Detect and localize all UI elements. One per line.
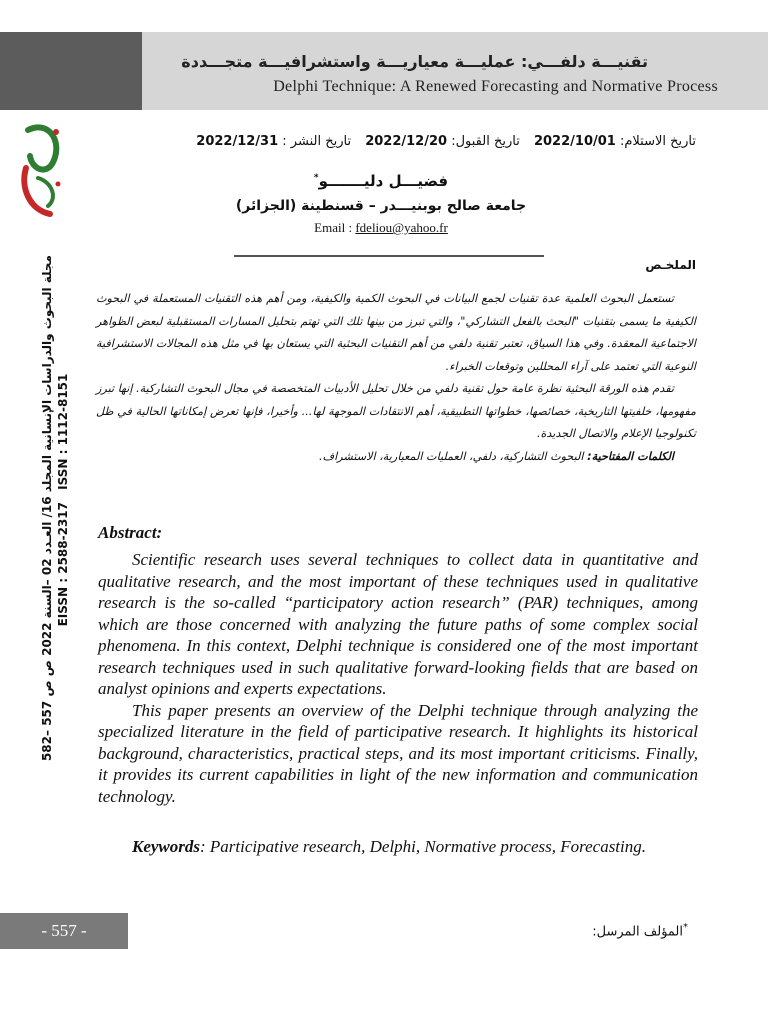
author-name	[200, 172, 562, 190]
journal-side-info	[39, 255, 71, 762]
abstract-ar-paragraph-1: تستعمل البحوث العلمية عدة تقنيات لجمع البيانات في البحوث الكمية والكيفية، ومن أهم هذه التقنيات المستعملة في البحوث الكيفية ما يسمى بتقنيات "البحث بالفعل التشاركي"، والتي تبرز من بينها تلك التي تهتم بتحليل المسارات المستقبلية لبعض الظواهر الاجتماعية المعقدة. وفي هذا السياق، تعتبر تقنية دلفي من أهم التقنيات البحثية التي يستعان بها في مثل هذه المجالات الاستشرافية النوعية التي تعتمد على آراء المحللين وتوقعات الخبراء.	[96, 292, 696, 373]
issn: ISSN : 1112-8151	[56, 373, 70, 490]
author-affiliation: جامعة صالح بوبنيـــدر – قسنطينة (الجزائر)	[235, 198, 527, 214]
published-label: تاريخ النشر :	[282, 134, 352, 149]
accepted-date: 2022/12/20	[365, 134, 448, 149]
journal-logo-icon	[18, 118, 66, 228]
abstract-english	[98, 549, 698, 807]
keywords-en-list: : Participative research, Delphi, Normative process, Forecasting.	[200, 837, 647, 856]
abstract-arabic	[96, 288, 696, 468]
abstract-ar-title: الملخـص	[645, 258, 696, 272]
email-label: Email :	[314, 220, 353, 235]
title-english: Delphi Technique: A Renewed Forecasting and Normative Process	[273, 78, 718, 95]
corresponding-author	[592, 922, 688, 939]
eissn: EISSN : 2588-2317	[56, 502, 70, 627]
corresponding-label: المؤلف المرسل:	[592, 924, 683, 940]
abstract-en-paragraph-1: Scientific research uses several techniques to collect data in quantitative and qualitative research, and the most important of these techniques used in qualitative research is the so-called “participatory action research” (PAR) techniques, among which are those concerned with analyzing the future paths of some complex social phenomena. In this context, Delphi technique is considered one of the most important research techniques used in such qualitative forward-looking fields that are based on analyst opinions and experts expectations.	[98, 550, 698, 698]
abstract-en-paragraph-2: This paper presents an overview of the Delphi technique through analyzing the specialized literature in the field of participative research. It highlights its historical background, characteristics, practical steps, and its most important criticisms. Finally, it provides its current capabilities in light of the new information and communication technology.	[98, 700, 698, 806]
keywords-ar-list: البحوث التشاركية، دلفي، العمليات المعيارية، الاستشراف.	[318, 449, 584, 463]
received-label: تاريخ الاستلام:	[619, 134, 696, 149]
journal-issn-line	[55, 255, 71, 745]
article-dates	[186, 134, 696, 149]
journal-volume-line: مجلة البحوث والدراسات الإنسانية المجلد 16/ العـدد 02 –السنة 2022 ص ص 557 –582	[40, 255, 54, 762]
author-email	[200, 220, 562, 236]
header-dark-block	[0, 32, 142, 110]
keywords-ar-label: الكلمات المفتاحية:	[587, 449, 674, 463]
corresponding-marker: *	[683, 922, 688, 933]
author-name-text: فضيـــل دليـــــــو	[318, 172, 449, 190]
email-link[interactable]: fdeliou@yahoo.fr	[355, 220, 448, 235]
page-number: - 557 -	[0, 913, 128, 949]
title-arabic: تقنيـــة دلفـــي: عمليـــة معياريـــة واستشرافيـــة متجـــددة	[181, 52, 648, 71]
published-date: 2022/12/31	[196, 134, 279, 149]
header-title-bar	[142, 32, 768, 110]
keywords-arabic	[96, 446, 696, 469]
author-marker: *	[313, 173, 319, 183]
keywords-english	[98, 836, 698, 858]
abstract-ar-paragraph-2: تقدم هذه الورقة البحثية نظرة عامة حول تقنية دلفي من خلال تحليل الأدبيات المتخصصة في مجال البحوث التشاركية. إنها تبرز مفهومها، خلفيتها التاريخية، خصائصها، خطواتها التطبيقية، أهم الانتقادات الموجهة لها... وأخيرا، فإنها تعرض إمكاناتها الحالية في ظل تكنولوجيا الإعلام والاتصال الجديدة.	[96, 382, 696, 440]
received-date: 2022/10/01	[533, 134, 616, 149]
keywords-en-label: Keywords	[132, 837, 200, 856]
accepted-label: تاريخ القبول:	[451, 134, 520, 149]
separator-line	[234, 255, 544, 257]
abstract-en-title: Abstract:	[98, 523, 163, 542]
